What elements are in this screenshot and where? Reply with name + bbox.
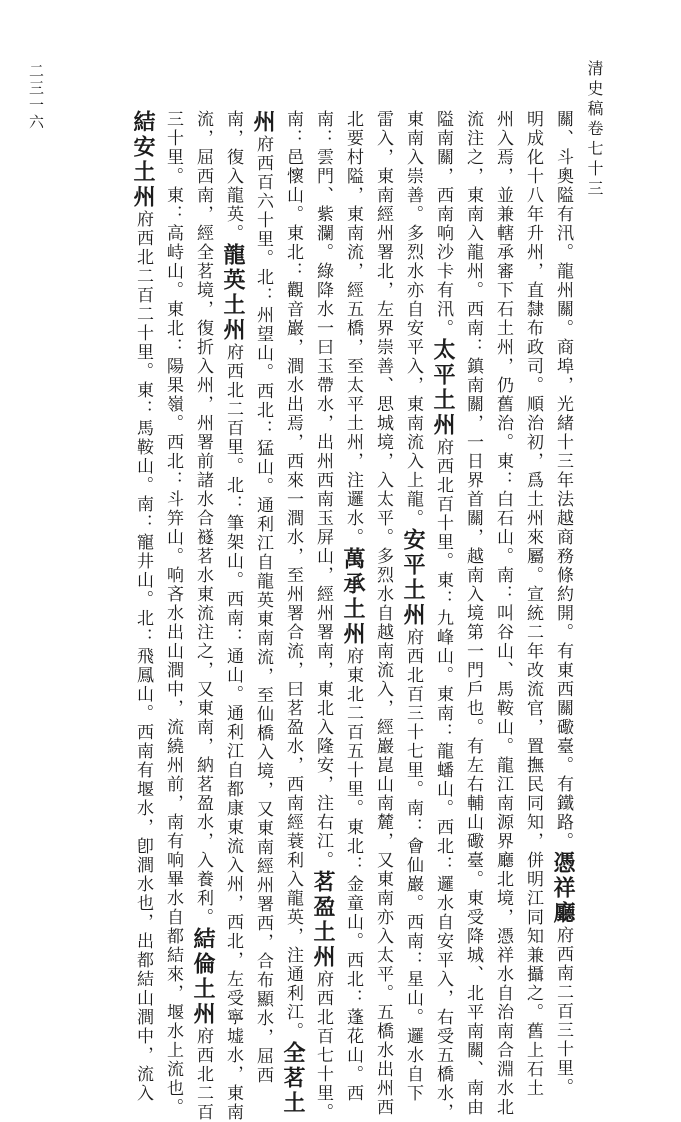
text-run: 南，復入龍英。	[223, 110, 243, 243]
place-heading: 全茗土	[280, 1041, 306, 1116]
text-run: 東南入崇善。多烈水亦自安平入，東南流入上龍。	[403, 110, 423, 528]
place-heading: 安平土州	[400, 528, 426, 628]
text-run: 府西北二百	[193, 1027, 213, 1122]
text-run: 南：雲門、紫瀾。綠降水一曰玉帶水，出州西南玉屏山，經州署南，東北入隆安，注右江。	[313, 110, 333, 870]
text-run: 府西南二百三十里。	[553, 926, 573, 1097]
text-column	[458, 110, 488, 1117]
text-column	[548, 110, 578, 1097]
place-heading: 龍英土州	[220, 243, 246, 343]
page-number: 二三一六	[27, 63, 45, 131]
text-run: 隘南關，西南响沙卡有汛。	[433, 110, 453, 338]
text-column	[518, 110, 548, 1098]
place-heading: 萬承土州	[340, 547, 366, 647]
text-column	[338, 110, 368, 1103]
text-run: 府東北二百五十里。東北：金童山。西北：蓬花山。西	[343, 647, 363, 1103]
text-run: 州入焉，並兼轄承審下石土州，仍舊治。東：白石山。南：叫谷山、馬鞍山。龍江南源界廳北境，憑祥水自治南合淵水北	[493, 110, 513, 1117]
text-run: 府西北二百二十里。東：馬鞍山。南：寵井山。北：飛鳳山。西南有堰水，卽澗水也，出都結山澗中，流入	[133, 210, 153, 1103]
text-run: 明成化十八年升州，直隸布政司。順治初，爲土州來屬。宣統二年改流官，置撫民同知，併明江同知兼攝之。舊上石土	[523, 110, 543, 1098]
place-heading: 結倫土州	[190, 927, 216, 1027]
body-text	[24, 110, 578, 1122]
text-column	[248, 110, 278, 1085]
text-column	[428, 110, 458, 1122]
place-heading: 州	[250, 110, 276, 135]
text-run: 關、斗奧隘有汛。龍州關。商埠，光緒十三年法越商務條約開。有東西關礮臺。有鐵路。	[553, 110, 573, 851]
text-run: 北要村隘，東南流，經五橋，至太平土州，注邏水。	[343, 110, 363, 547]
text-column	[398, 110, 428, 1103]
text-column	[218, 110, 248, 1122]
text-run: 三十里。東：高峙山。東北：陽果嶺。西北：斗笄山。响吝水出山澗中，流繞州前，南有响畢水自都結來，堰水上流也。	[163, 110, 183, 1117]
text-column	[368, 110, 398, 1117]
text-column	[278, 110, 308, 1116]
text-run: 南：邑懷山。東北：觀音巖，澗水出焉，西來一澗水，至州署合流，曰茗盈水，西南經蓑利入龍英，注通利江。	[283, 110, 303, 1041]
text-run: 府西北百十里。東：九峰山。東南：龍蟠山。西北：邏水自安平入，右受五橋水，	[433, 438, 453, 1122]
text-column	[488, 110, 518, 1117]
text-run: 府西北二百里。北：筆架山。西南：通山。通利江自都康東流入州，西北，左受寧墟水，東南	[223, 343, 243, 1122]
running-header-title: 清史稿卷七十三	[585, 60, 604, 200]
text-column	[158, 110, 188, 1117]
place-heading: 憑祥廳	[550, 851, 576, 926]
text-run: 府西北百七十里。	[313, 970, 333, 1122]
text-column	[128, 110, 158, 1103]
text-run: 流注之，東南入龍州。西南：鎮南關，一日界首關，越南入境第一門戶也。有左右輔山礮臺。東受降城、北平南關、南由	[463, 110, 483, 1117]
place-heading: 結安土州	[130, 110, 156, 210]
text-run: 流，屈西南，經全茗境，復折入州，州署前諸水合襚茗水東流注之，又東南，納茗盈水，入養利。	[193, 110, 213, 927]
text-run: 府西北百三十七里。南：會仙巖。西南：星山。邏水自下	[403, 628, 423, 1103]
place-heading: 茗盈土州	[310, 870, 336, 970]
text-run: 府西百六十里。北：州望山。西北：猛山。通利江自龍英東南流，至仙橋入境，又東南經州署西，合布顯水，屈西	[253, 135, 273, 1085]
place-heading: 太平土州	[430, 338, 456, 438]
text-column	[188, 110, 218, 1122]
text-run: 雷入，東南經州署北，左界崇善、思城境，入太平。多烈水自越南流入，經巖崑山南麓，又東南亦入太平。五橋水出州西	[373, 110, 393, 1117]
text-column	[308, 110, 338, 1122]
